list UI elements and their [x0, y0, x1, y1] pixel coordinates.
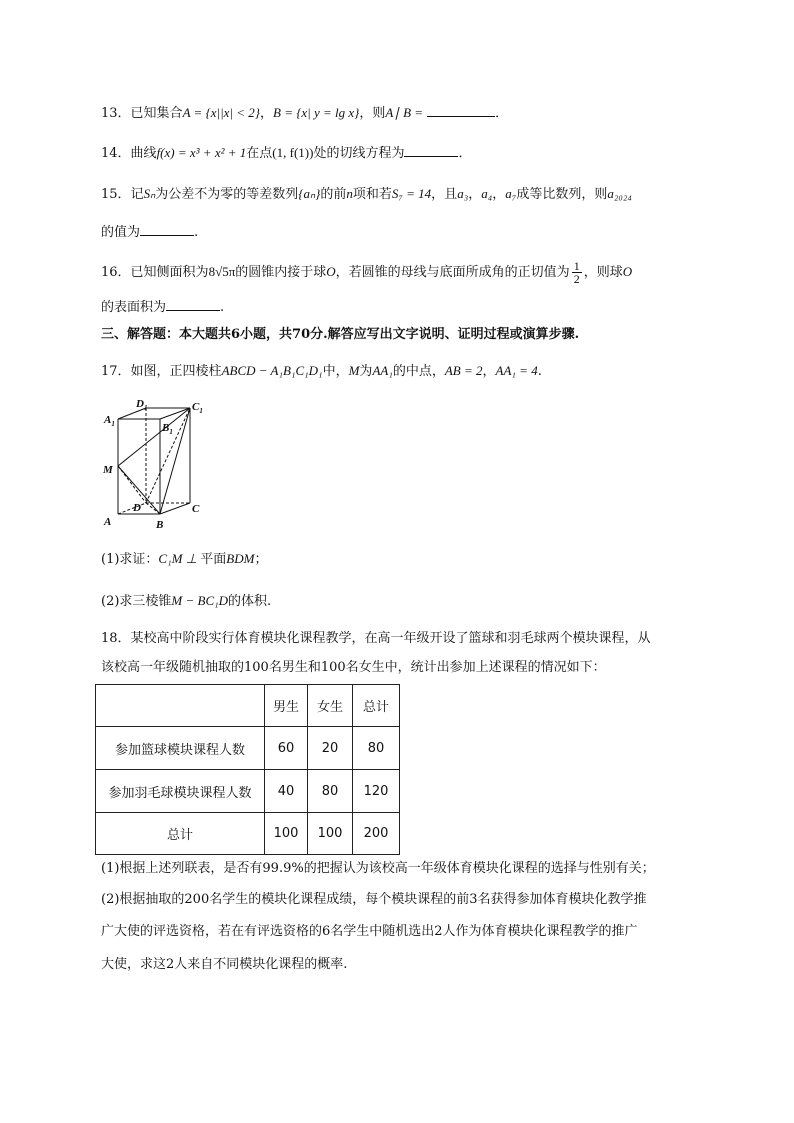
fraction-one-half	[572, 260, 582, 285]
term-a3: a₃	[457, 186, 469, 201]
question-text: 已知集合	[130, 106, 183, 121]
figure-edges	[118, 408, 190, 514]
label-d1: $D_1$	[136, 398, 148, 412]
contingency-table	[95, 684, 400, 855]
figure-hidden-edges	[118, 408, 190, 514]
question-text: 中，	[322, 364, 349, 379]
area-expression: 8√5π	[208, 264, 236, 279]
table-cell: 20	[308, 727, 353, 770]
perpendicular-expression: C₁M ⊥	[158, 551, 201, 566]
question-text: ，则球	[583, 265, 623, 280]
label-c: C	[192, 503, 200, 515]
question-text: ，则	[359, 106, 386, 121]
question-13	[101, 102, 508, 124]
label-a1: $A_1$	[104, 414, 115, 428]
term-a4: a₄	[481, 186, 493, 201]
table-cell: 100	[308, 813, 353, 855]
question-text: 的体积.	[228, 594, 272, 609]
question-text: 的表面积为	[101, 300, 167, 315]
question-18-part-2: (2)根据抽取的200名学生的模块化课程成绩，每个模块课程的前3名获得参加体育模块化教学推	[101, 892, 647, 907]
hidden-segment-d-b	[146, 503, 160, 514]
hidden-segment-m-d	[118, 466, 146, 503]
question-number: 14．	[101, 146, 131, 161]
question-17-part-1	[101, 549, 267, 570]
plane-name: BDM	[226, 551, 255, 566]
table-header-cell	[96, 685, 265, 727]
question-text: 的值为	[101, 225, 141, 240]
punctuation: .	[537, 364, 542, 379]
question-number: 17．	[101, 364, 131, 379]
question-17-part-2	[101, 591, 271, 612]
part-label: (2)求三棱锥	[101, 594, 172, 609]
question-text: 曲线	[130, 146, 157, 161]
question-15-line-2	[101, 221, 198, 243]
table-cell: 参加羽毛球模块课程人数	[96, 770, 265, 813]
separator: ，	[468, 187, 482, 202]
table-cell: 80	[308, 770, 353, 813]
table-header-row	[96, 685, 400, 727]
table-cell: 80	[353, 727, 400, 770]
question-text: 在点	[246, 146, 273, 161]
separator: ，	[482, 364, 496, 379]
section-heading: 三、解答题：本大题共6小题，共70分.解答应写出文字说明、证明过程或演算步骤.	[101, 327, 580, 342]
part-label: (1)求证：	[101, 552, 159, 567]
question-16	[101, 260, 632, 285]
answer-blank	[427, 102, 495, 117]
table-row	[96, 813, 400, 855]
label-c1: $C_1$	[192, 401, 203, 415]
table-cell: 120	[353, 770, 400, 813]
question-text: 的圆锥内接于球	[235, 265, 327, 280]
question-18-line-2: 该校高一年级随机抽取的100名男生和100名女生中，统计出参加上述课程的情况如下：	[101, 660, 606, 675]
question-18-part-1: (1)根据上述列联表，是否有99.9%的把握认为该校高一年级体育模块化课程的选择与性别有关；	[101, 861, 655, 876]
label-b: B	[156, 519, 164, 531]
set-a: A = {x||x| < 2}	[182, 105, 260, 120]
punctuation: ．	[495, 106, 509, 121]
punctuation: ．	[458, 146, 472, 161]
punctuation: .	[220, 300, 225, 315]
hidden-edge-a-d	[118, 503, 146, 514]
sequence-symbol: {aₙ}	[298, 186, 321, 201]
label-a: A	[104, 516, 112, 528]
figure-labels	[102, 398, 203, 531]
question-number: 13．	[101, 106, 131, 121]
label-d: D	[133, 502, 141, 514]
term-a2024: a₂₀₂₄	[607, 186, 632, 201]
question-14	[101, 142, 471, 164]
table-cell: 200	[353, 813, 400, 855]
answer-blank	[166, 296, 220, 311]
table-cell: 参加篮球模块课程人数	[96, 727, 265, 770]
sphere-o: O	[622, 264, 633, 279]
question-number: 15．	[101, 187, 131, 202]
edge-aa1: AA₁	[372, 363, 393, 378]
separator: ，	[492, 187, 506, 202]
question-15	[101, 184, 632, 205]
sphere-o: O	[326, 264, 336, 279]
question-text: 平面	[200, 552, 227, 567]
answer-blank	[140, 221, 194, 236]
variable-n: n	[346, 186, 353, 201]
table-cell: 40	[265, 770, 308, 813]
question-number: 16．	[101, 265, 131, 280]
question-18-part-2-line-2: 广大使的评选资格，若在有评选资格的6名学生中随机选出2人作为体育模块化课程教学的推广	[101, 924, 638, 939]
answer-blank	[404, 142, 458, 157]
point-m: M	[348, 363, 360, 378]
table-row	[96, 770, 400, 813]
prism-figure	[100, 396, 210, 531]
table-header-cell: 男生	[265, 685, 308, 727]
question-text: 记	[130, 187, 144, 202]
question-text: 的中点，	[392, 364, 445, 379]
fraction-denominator: 2	[573, 272, 580, 286]
point-expression: (1, f(1))	[272, 145, 314, 160]
prism-name: ABCD − A₁B₁C₁D₁	[221, 363, 323, 378]
pyramid-name: M − BC₁D	[171, 593, 229, 608]
ab-length: AB = 2	[444, 363, 483, 378]
edge-b-c	[160, 503, 190, 514]
question-text: 成等比数列，则	[516, 187, 608, 202]
punctuation: .	[194, 225, 199, 240]
question-16-line-2	[101, 296, 224, 318]
expression: A∣ B =	[385, 105, 424, 120]
question-text: ，且	[431, 187, 458, 202]
table-row	[96, 727, 400, 770]
table-cell: 100	[265, 813, 308, 855]
punctuation: ；	[254, 552, 268, 567]
question-text: 处的切线方程为	[313, 146, 405, 161]
edge-b1-c1	[160, 408, 190, 419]
table-cell: 总计	[96, 813, 265, 855]
fraction-numerator: 1	[573, 259, 580, 273]
function-expression: f(x) = x³ + x² + 1	[156, 145, 247, 160]
question-text: 如图，正四棱柱	[130, 364, 222, 379]
aa1-length: AA₁ = 4	[495, 363, 538, 378]
term-a7: a₇	[505, 186, 517, 201]
label-b1: $B_1$	[162, 422, 173, 436]
question-text: 为	[359, 364, 373, 379]
question-text: 为公差不为零的等差数列	[155, 187, 299, 202]
table-cell: 60	[265, 727, 308, 770]
sum-symbol: Sₙ	[143, 186, 156, 201]
s7-expression: S₇ = 14	[391, 186, 432, 201]
question-text: 项和若	[352, 187, 392, 202]
question-text: ，若圆锥的母线与底面所成角的正切值为	[335, 265, 570, 280]
question-text: 的前	[320, 187, 347, 202]
separator: ，	[259, 106, 273, 121]
set-b: B = {x| y = lg x}	[273, 105, 360, 120]
table-header-cell: 总计	[353, 685, 400, 727]
segment-m-c1	[118, 408, 190, 466]
table-header-cell: 女生	[308, 685, 353, 727]
question-17	[101, 361, 542, 382]
question-text: 已知侧面积为	[130, 265, 209, 280]
label-m: M	[103, 464, 113, 476]
question-18: 18．某校高中阶段实行体育模块化课程教学，在高一年级开设了篮球和羽毛球两个模块课程，从	[101, 631, 651, 646]
question-18-part-2-line-3: 大使，求这2人来自不同模块化课程的概率.	[101, 957, 348, 972]
